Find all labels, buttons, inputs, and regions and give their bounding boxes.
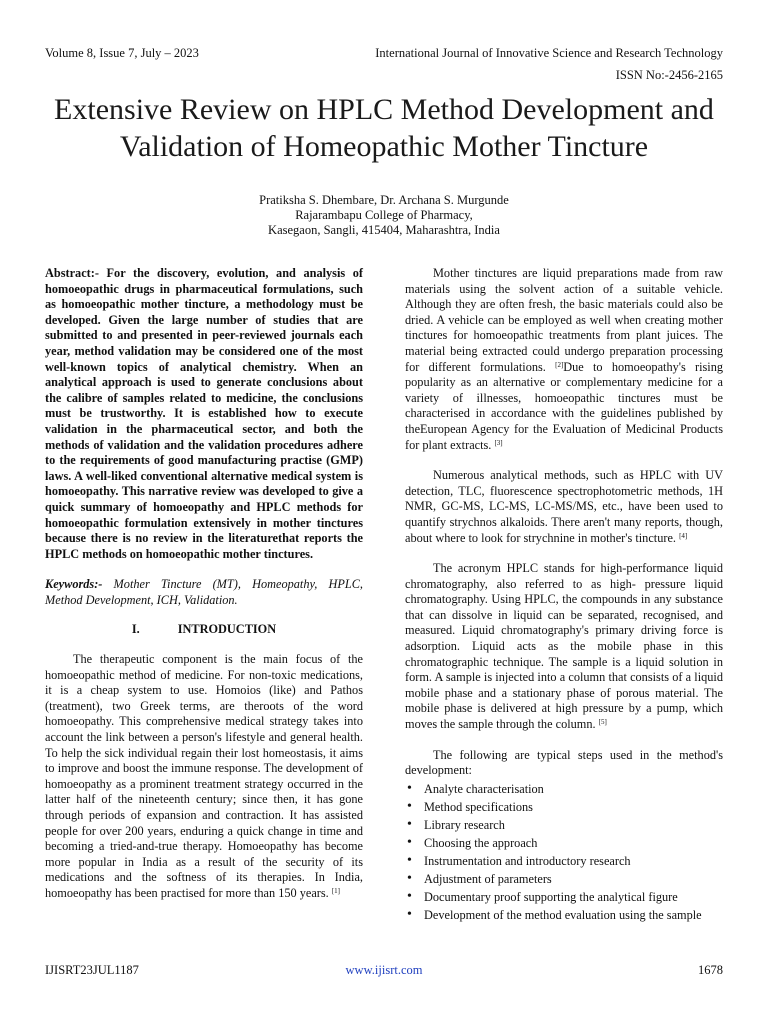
- paragraph-text: Mother tinctures are liquid preparations made from raw materials using the solvent action of a suitable vehicle. Although they are often fresh, the basic materials could also be dried. A vehicle can be employed as well when creating mother tinctures for homoeopathic treatments from plant juices. The material being extracted could undergo preparation processing for different formulations.: [405, 266, 723, 374]
- author-affiliation: Rajarambapu College of Pharmacy,: [295, 208, 473, 222]
- volume-issue: Volume 8, Issue 7, July – 2023: [45, 46, 199, 60]
- journal-website-link[interactable]: www.ijisrt.com: [345, 963, 423, 977]
- list-item: • Method specifications: [405, 798, 723, 816]
- issn: ISSN No:-2456-2165: [615, 68, 723, 82]
- intro-text: The therapeutic component is the main focus of the homoeopathic method of medicine. For non-toxic medications, it is a cheap system to use. Homoios (like) and Pathos (treatment), two Greek terms, are theroots of the word homoeopathy. This comprehensive medical strategy takes into account the link between a person's lifestyle and general health. To help the sick individual regain their lost homeostasis, it aims to improve and boost the immune response. The development of homoeopathy as a prominent treatment strategy occurred in the latter half of the nineteenth century; since then, it has gone through periods of expansion and contraction. It has assisted people for over 200 years, enduring a quick change in time and becoming a tried-and-true therapy. Homoeopathy has become more popular in India as a result of the security of its medications and the softness of its therapies. In India, homoeopathy has been practised for more than 150 years.: [45, 652, 363, 900]
- author-names: Pratiksha S. Dhembare, Dr. Archana S. Murgunde: [259, 193, 509, 207]
- author-address: Kasegaon, Sangli, 415404, Maharashtra, India: [268, 223, 500, 237]
- citation-ref: [4]: [679, 531, 688, 540]
- abstract-text: For the discovery, evolution, and analysis of homoeopathic drugs in pharmaceutical formulations, such as homoeopathic mother tincture, a methodology must be developed. Given the large number of studies that are submitted to and presented in peer-reviewed journals each year, method validation may be considered one of the most well-known topics of analytical chemistry. When an analytical approach is used to generate conclusions about the calibre of samples related to medicine, the conclusions must be trustworthy. It is established how to execute validation in the pharmaceutical sector, and both the methods of validation and the validation procedures adhere to the requirements of good manufacturing practise (GMP) laws. A well-liked conventional alternative medical system is homoeopathy. This narrative review was developed to give a quick summary of homoeopathy and HPLC methods for homoeopathic formulation extensively in mother tinctures because there is no review in the literaturethat reports the HPLC methods on homoeopathic mother tinctures.: [45, 266, 363, 561]
- mother-tincture-paragraph: [405, 266, 723, 453]
- list-item: • Development of the method evaluation using the sample: [405, 906, 723, 924]
- intro-paragraph: [45, 652, 363, 902]
- title-line-2: Validation of Homeopathic Mother Tincture: [119, 130, 649, 163]
- analytical-methods-paragraph: [405, 468, 723, 546]
- paragraph-text: The acronym HPLC stands for high-performance liquid chromatography, also referred to as high- pressure liquid chromatography. Using HPLC, the compounds in any substance that can dissolve in liquid can be separated, recognised, and measured. Liquid chromatography's primary driving force is adsorption. Liquid acts as the mobile phase in this chromatographic technique. The sample is a liquid solution in form. A sample is injected into a column that consists of a liquid mobile phase and a stationary phase of porous material. The mobile phase is delivered at high pressure by a pump, which moves the sample through the column.: [405, 561, 723, 732]
- section-title: INTRODUCTION: [177, 622, 277, 637]
- author-block: [0, 193, 768, 238]
- hplc-paragraph: [405, 561, 723, 733]
- keywords-label: Keywords:-: [45, 577, 103, 592]
- paragraph-text: Due to homoeopathy's rising popularity as an alternative or complementary medicine for a variety of illnesses, homoeopathic tinctures must be characterised in accordance with the guidelines published by theEuropean Agency for the Evaluation of Medicinal Products for plant extracts.: [405, 359, 724, 452]
- list-item: • Library research: [405, 816, 723, 834]
- keywords: [45, 577, 363, 608]
- abstract: [45, 266, 363, 562]
- abstract-label: Abstract:-: [45, 266, 99, 280]
- page-number: 1678: [698, 963, 723, 977]
- steps-intro-paragraph: The following are typical steps used in the method's development:: [405, 747, 723, 778]
- section-heading-introduction: [45, 622, 363, 638]
- citation-ref: [1]: [331, 886, 341, 895]
- paragraph-text: Numerous analytical methods, such as HPLC with UV detection, TLC, fluorescence spectrophotometric methods, 1H NMR, GC-MS, LC-MS, LC-MS/MS, etc., have been used to quantify strychnos alkaloids. There aren't many reports, though, about where to look for strychnine in mother's tincture.: [405, 468, 723, 545]
- paper-title: [0, 91, 768, 165]
- method-steps-list: [405, 780, 723, 925]
- citation-ref: [3]: [494, 438, 503, 447]
- article-code: IJISRT23JUL1187: [45, 963, 139, 977]
- keywords-text: Mother Tincture (MT), Homeopathy, HPLC, Method Development, ICH, Validation.: [45, 577, 363, 607]
- left-column: [45, 266, 363, 902]
- list-item: • Choosing the approach: [405, 834, 723, 852]
- journal-name: International Journal of Innovative Science and Research Technology: [375, 46, 723, 60]
- title-line-1: Extensive Review on HPLC Method Development and: [54, 93, 714, 126]
- citation-ref: [5]: [598, 718, 607, 727]
- citation-ref: [2]: [555, 360, 564, 369]
- section-number: I.: [131, 622, 140, 637]
- list-item: • Documentary proof supporting the analytical figure: [405, 888, 723, 906]
- right-column: [405, 266, 723, 925]
- list-item: • Analyte characterisation: [405, 780, 723, 798]
- list-item: • Instrumentation and introductory research: [405, 852, 723, 870]
- list-item: • Adjustment of parameters: [405, 870, 723, 888]
